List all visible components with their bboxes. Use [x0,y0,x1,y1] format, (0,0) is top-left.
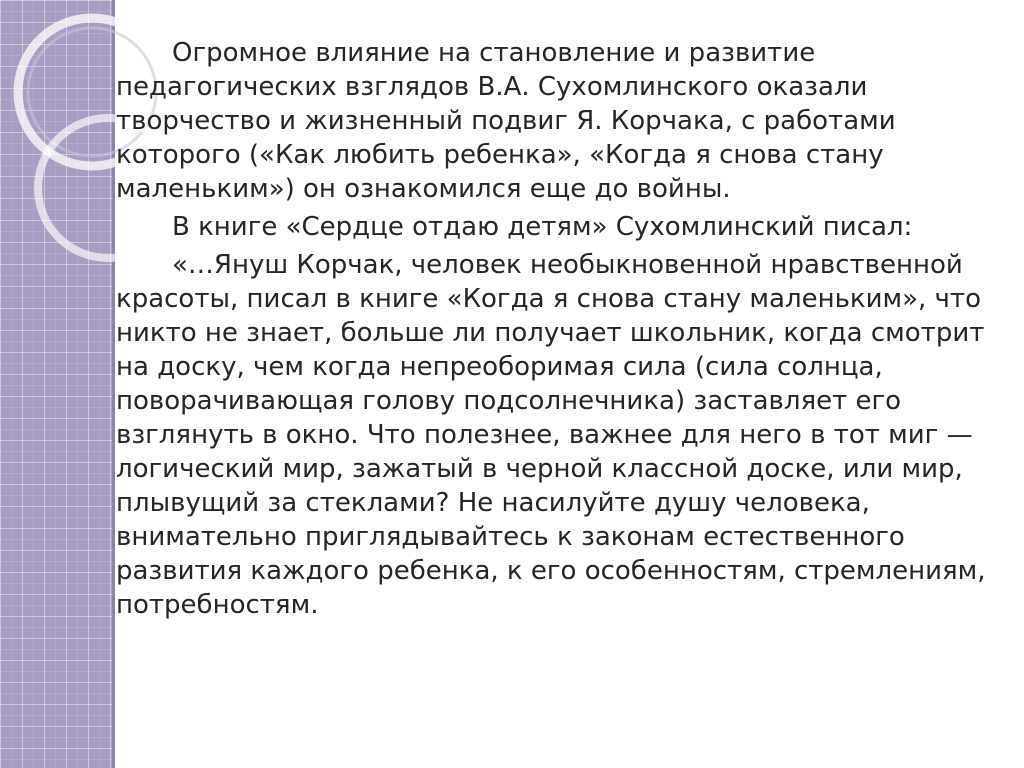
paragraph-quote: «…Януш Корчак, человек необыкновенной нравственной красоты, писал в книге «Когда я снова стану маленьким», что никто не знает, больше ли получает школьник, когда смотрит на доску, чем когда непреоборимая сила (сила солнца, поворачивающая голову подсолнечника) заставляет его взглянуть в окно. Что полезнее, важнее для него в тот миг — логический мир, зажатый в черной классной доске, или мир, плывущий за стеклами? Не насилуйте душу человека, внимательно приглядывайтесь к законам естественного развития каждого ребенка, к его особенностям, стремлениям, потребностям. [116,250,986,620]
paragraph-book-reference: В книге «Сердце отдаю детям» Сухомлинский писал: [172,212,913,242]
paragraph-intro: Огромное влияние на становление и развитие педагогических взглядов В.А. Сухомлинского оказали творчество и жизненный подвиг Я. Корчака, с работами которого («Как любить ребенка», «Когда я снова стану маленьким») он ознакомился еще до войны. [116,38,896,204]
slide-text-body [116,36,996,626]
